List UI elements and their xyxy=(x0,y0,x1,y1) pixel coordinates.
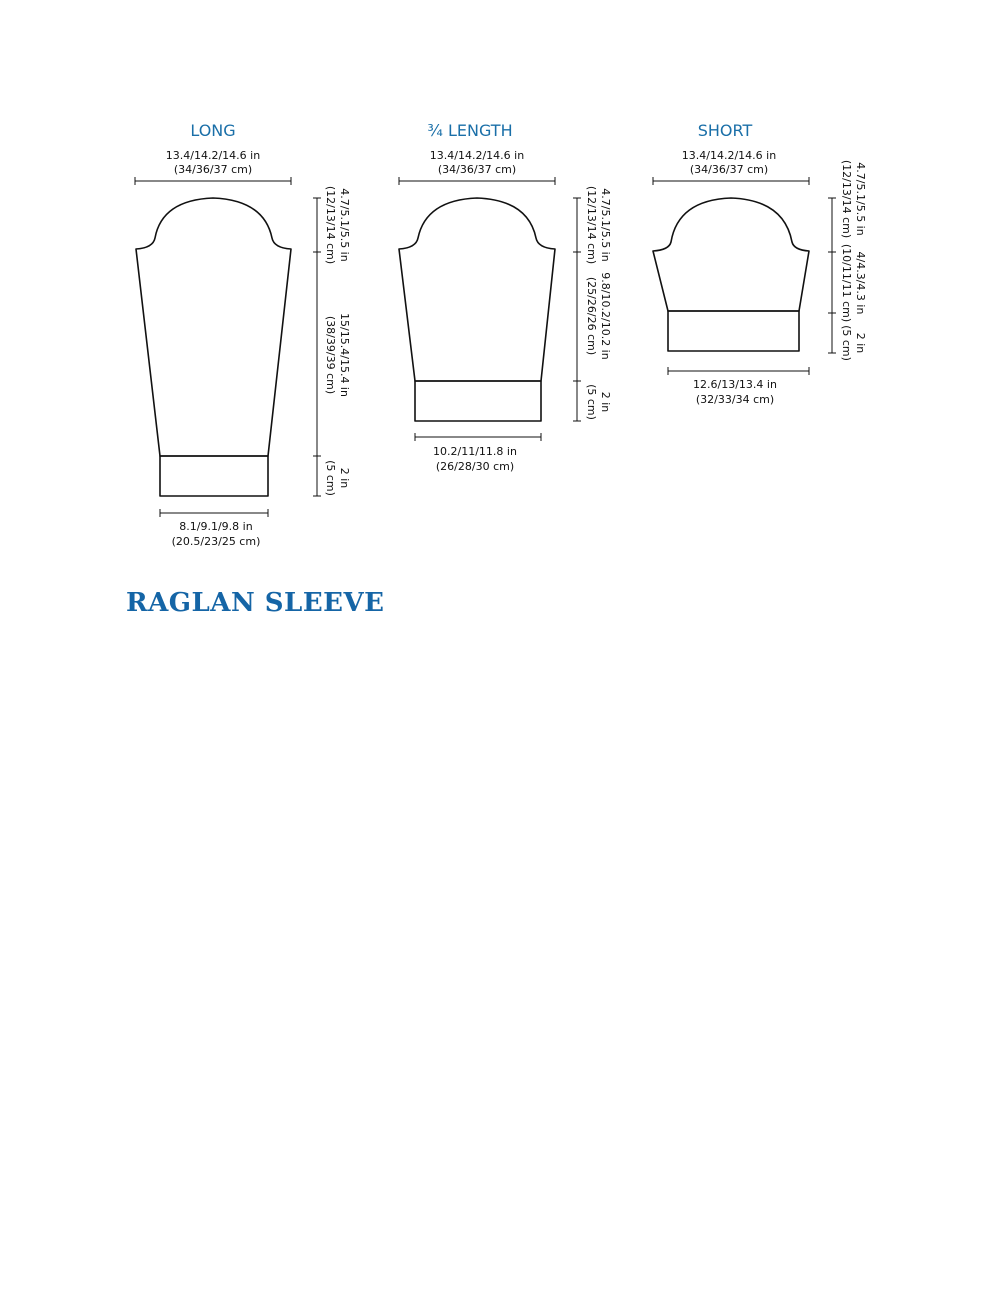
three-quarter-top-width-dimension-line xyxy=(399,177,555,185)
long-sleeve-cuff xyxy=(160,456,268,496)
three-quarter-cap-height-cm: (12/13/14 cm) xyxy=(585,185,598,265)
three-quarter-sleeve-outline xyxy=(399,198,555,381)
short-top-width-dimension-line xyxy=(653,177,809,185)
long-length-in: 15/15.4/15.4 in xyxy=(338,313,351,397)
long-sleeve-diagram xyxy=(135,121,351,548)
long-cuff-in: 2 in xyxy=(338,467,351,489)
long-bottom-width-dimension-line xyxy=(160,509,268,517)
short-vertical-dimension-line xyxy=(828,198,836,353)
three-quarter-sleeve-cuff xyxy=(415,381,541,421)
short-cuff-cm: (5 cm) xyxy=(840,325,853,361)
long-top-width-cm: (34/36/37 cm) xyxy=(173,163,253,176)
short-length-cm: (10/11/11 cm) xyxy=(840,243,853,323)
short-bottom-width-dimension-line xyxy=(668,367,809,375)
short-top-width-in: 13.4/14.2/14.6 in xyxy=(681,149,777,162)
short-sleeve-diagram xyxy=(653,121,867,406)
raglan-sleeve-heading: RAGLAN SLEEVE xyxy=(126,588,385,618)
short-bottom-width-in: 12.6/13/13.4 in xyxy=(693,378,777,391)
long-cuff-cm: (5 cm) xyxy=(324,460,337,496)
three-quarter-cuff-cm: (5 cm) xyxy=(585,384,598,420)
long-sleeve-outline xyxy=(136,198,291,456)
three-quarter-vertical-dimension-line xyxy=(573,198,581,421)
long-sleeve-title: LONG xyxy=(190,121,236,140)
long-cap-height-in: 4.7/5.1/5.5 in xyxy=(338,188,351,262)
short-cap-height-in: 4.7/5.1/5.5 in xyxy=(854,162,867,236)
long-vertical-dimension-line xyxy=(313,198,321,496)
three-quarter-bottom-width-in: 10.2/11/11.8 in xyxy=(433,445,517,458)
short-sleeve-cuff xyxy=(668,311,799,351)
long-bottom-width-in: 8.1/9.1/9.8 in xyxy=(179,520,253,533)
three-quarter-top-width-in: 13.4/14.2/14.6 in xyxy=(429,149,525,162)
short-bottom-width-cm: (32/33/34 cm) xyxy=(695,393,775,406)
long-length-cm: (38/39/39 cm) xyxy=(324,315,337,395)
three-quarter-length-in: 9.8/10.2/10.2 in xyxy=(599,272,612,360)
short-sleeve-title: SHORT xyxy=(697,121,753,140)
short-length-in: 4/4.3/4.3 in xyxy=(854,251,867,315)
three-quarter-cuff-in: 2 in xyxy=(599,391,612,413)
short-cuff-in: 2 in xyxy=(854,332,867,354)
long-top-width-dimension-line xyxy=(135,177,291,185)
short-sleeve-outline xyxy=(653,198,809,311)
three-quarter-sleeve-title: ¾ LENGTH xyxy=(427,121,513,140)
long-bottom-width-cm: (20.5/23/25 cm) xyxy=(171,535,261,548)
three-quarter-length-cm: (25/26/26 cm) xyxy=(585,276,598,356)
three-quarter-bottom-width-cm: (26/28/30 cm) xyxy=(435,460,515,473)
long-top-width-in: 13.4/14.2/14.6 in xyxy=(165,149,261,162)
short-top-width-cm: (34/36/37 cm) xyxy=(689,163,769,176)
long-cap-height-cm: (12/13/14 cm) xyxy=(324,185,337,265)
three-quarter-bottom-width-dimension-line xyxy=(415,433,541,441)
three-quarter-top-width-cm: (34/36/37 cm) xyxy=(437,163,517,176)
short-cap-height-cm: (12/13/14 cm) xyxy=(840,159,853,239)
three-quarter-sleeve-diagram xyxy=(399,121,612,473)
three-quarter-cap-height-in: 4.7/5.1/5.5 in xyxy=(599,188,612,262)
